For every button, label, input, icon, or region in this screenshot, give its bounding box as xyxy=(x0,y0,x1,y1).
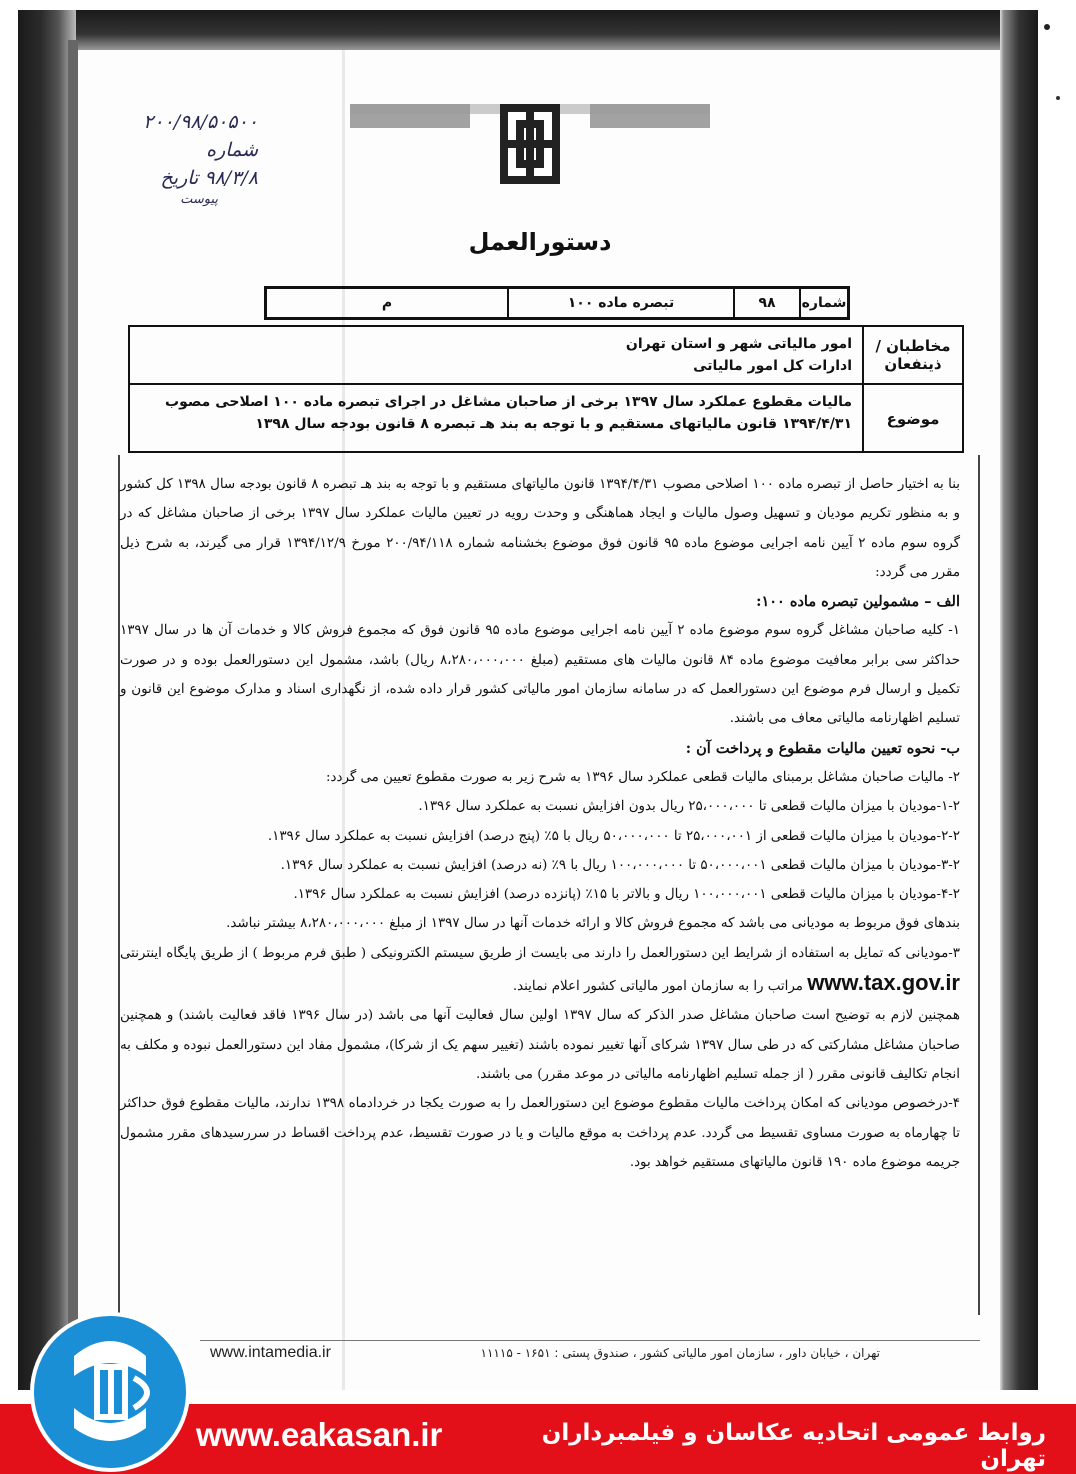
handwritten-attachment: پیوست xyxy=(180,192,218,207)
document-title: دستورالعمل xyxy=(468,228,612,256)
clause-2-3: ۳-۲-مودیان با میزان مالیات قطعی ۵۰،۰۰۰،۰۰۱ تا ۱۰۰،۰۰۰،۰۰۰ ریال با ۹٪ (نه درصد) افزایش نسبت به عملکرد سال ۱۳۹۶. xyxy=(280,857,960,873)
film-camera-logo-icon xyxy=(30,1312,190,1472)
number-value: ۹۸ xyxy=(733,289,799,317)
footer-divider xyxy=(200,1340,980,1341)
clause-2-2: ۲-۲-مودیان با میزان مالیات قطعی از ۲۵،۰۰۰،۰۰۱ تا ۵۰،۰۰۰،۰۰۰ ریال با ۵٪ (پنج درصد) افزایش نسبت به عملکرد سال ۱۳۹۶. xyxy=(267,828,960,844)
scan-dot xyxy=(1056,96,1060,100)
tax-website-link[interactable]: www.tax.gov.ir xyxy=(807,970,960,996)
scan-border-top xyxy=(18,10,1038,50)
scan-border-right xyxy=(1000,10,1038,1390)
recipients-line1: امور مالیاتی شهر و استان تهران xyxy=(625,336,852,352)
subject-label: موضوع xyxy=(862,385,962,453)
clause-3-end: مراتب را به سازمان امور مالیاتی کشور اعلام نمایند. xyxy=(512,979,803,995)
clause-2-4: ۴-۲-مودیان با میزان مالیات قطعی ۱۰۰،۰۰۰،۰۰۱ ریال و بالاتر با ۱۵٪ (پانزده درصد) افزایش نسبت به عملکرد سال ۱۳۹۶. xyxy=(293,887,960,903)
m-field: م xyxy=(381,295,393,311)
clause-3-text: ۳-مودیانی که تمایل به استفاده از شرایط این دستورالعمل را دارند می بایست از طریق سیستم الکترونیکی ( طبق فرم مربوط ) از طریق پایگاه اینترنتی xyxy=(120,945,960,961)
footer-address: تهران ، خیابان داور ، سازمان امور مالیاتی کشور ، صندوق پستی : ۱۶۵۱ - ۱۱۱۱۵ xyxy=(480,1346,880,1360)
document-body xyxy=(120,470,960,1177)
exception-paragraph: همچنین لازم به توضیح است صاحبان مشاغل صدر الذکر که سال ۱۳۹۷ اولین سال فعالیت آنها می باشد (در سال ۱۳۹۶ فاقد فعالیت باشند) و همچنین صاحبان مشاغل مشارکتی که در طی سال ۱۳۹۷ شرکای آنها تغییر نموده باشند (تغییر سهم یک از شرکا)، مشمول مفاد این دستورالعمل نبوده و مکلف به انجام تکالیف قانونی مقرر ( از جمله تسلیم اظهارنامه مالیاتی در موعد مقرر) می باشند. xyxy=(120,1008,960,1082)
recipients-row xyxy=(130,327,962,385)
handwritten-reference xyxy=(98,108,258,208)
logo-graphic xyxy=(34,1316,186,1468)
clause-note-limit: بندهای فوق مربوط به مودیانی می باشد که مجموع فروش کالا و ارائه خدمات آنها در سال ۱۳۹۷ از مبلغ ۸،۲۸۰،۰۰۰،۰۰۰ بیشتر نباشد. xyxy=(226,916,960,932)
subject-value: مالیات مقطوع عملکرد سال ۱۳۹۷ برخی از صاحبان مشاغل در اجرای تبصره ماده ۱۰۰ اصلاحی مصوب ۱۳۹۴/۴/۳۱ قانون مالیاتهای مستقیم و با توجه به بند هـ تبصره ۸ قانون بودجه سال ۱۳۹۸ xyxy=(165,394,852,432)
banner-website[interactable]: www.eakasan.ir xyxy=(196,1416,443,1453)
recipients-line2: ادارات کل امور مالیاتی xyxy=(693,358,852,374)
clause-1: ۱- کلیه صاحبان مشاغل گروه سوم موضوع ماده ۲ آیین نامه اجرایی موضوع ماده ۹۵ قانون فوق که مجموع فروش کالا و خدمات آن ها در سال ۱۳۹۷ حداکثر سی برابر معافیت موضوع ماده ۸۴ قانون مالیات های مستقیم (مبلغ ۸،۲۸۰،۰۰۰،۰۰۰ ریال) باشد، مشمول این دستورالعمل بوده و در صورت تکمیل و ارسال فرم موضوع این دستورالعمل که در سامانه سازمان امور مالیاتی کشور قرار داده شده، از نگهداری اسناد و مدارک موضوع این قانون و تسلیم اظهارنامه مالیاتی معاف می باشند. xyxy=(120,623,960,727)
number-label: شماره xyxy=(799,289,847,317)
tax-organization-emblem-icon xyxy=(340,98,720,188)
banner-title: روابط عمومی اتحادیه عکاسان و فیلمبرداران تهران xyxy=(541,1420,1046,1472)
scan-dot xyxy=(1044,24,1050,30)
document-number-box xyxy=(264,286,850,320)
handwritten-number: ۲۰۰/۹۸/۵۰۵۰۰ شماره xyxy=(143,111,258,161)
handwritten-date: ۹۸/۳/۸ تاریخ xyxy=(160,167,258,189)
clause-2-1: ۱-۲-مودیان با میزان مالیات قطعی تا ۲۵،۰۰۰،۰۰۰ ریال بدون افزایش نسبت به عملکرد سال ۱۳۹۶. xyxy=(418,799,960,815)
header-table xyxy=(128,325,964,453)
subject-row xyxy=(130,385,962,453)
clause-2: ۲- مالیات صاحبان مشاغل برمبنای مالیات قطعی عملکرد سال ۱۳۹۶ به شرح زیر به صورت مقطوع تعیین می گردد: xyxy=(326,769,960,785)
recipients-value xyxy=(130,327,862,383)
footer-website[interactable]: www.intamedia.ir xyxy=(210,1344,331,1361)
intro-paragraph: بنا به اختیار حاصل از تبصره ماده ۱۰۰ اصلاحی مصوب ۱۳۹۴/۴/۳۱ قانون مالیاتهای مستقیم و با توجه به بند هـ تبصره ۸ قانون بودجه سال ۱۳۹۸ کل کشور و به منظور تکریم مودیان و تسهیل وصول مالیات و ایجاد هماهنگی و وحدت رویه در تعیین مالیات عملکرد سال ۱۳۹۷ برخی از صاحبان مشاغل که در گروه سوم ماده ۲ آیین نامه اجرایی موضوع ماده ۹۵ قانون فوق موضوع بخشنامه شماره ۲۰۰/۹۴/۱۱۸ مورخ ۱۳۹۴/۱۲/۹ قرار می گیرند، به شرح ذیل مقرر می گردد: xyxy=(120,477,960,580)
scan-border-inner xyxy=(68,40,78,1380)
clause-4: ۴-درخصوص مودیانی که امکان پرداخت مالیات مقطوع موضوع این دستورالعمل را به صورت یکجا در خردادماه ۱۳۹۸ ندارند، مالیات مقطوع فوق حداکثر تا چهارماه به صورت مساوی تقسیط می گردد. عدم پرداخت به موقع مالیات و یا در صورت تقسیط، عدم پرداخت اقساط در سررسیدهای مقرر مشمول جریمه موضوع ماده ۱۹۰ قانون مالیاتهای مستقیم خواهد بود. xyxy=(120,1096,960,1170)
section-b-heading: ب- نحوه تعیین مالیات مقطوع و پرداخت آن : xyxy=(685,739,960,757)
clause-3 xyxy=(120,939,960,1002)
article-reference: تبصره ماده ۱۰۰ xyxy=(507,289,733,317)
section-a-heading: الف – مشمولین تبصره ماده ۱۰۰: xyxy=(756,593,960,611)
recipients-label: مخاطبان / ذینفعان xyxy=(862,327,962,383)
